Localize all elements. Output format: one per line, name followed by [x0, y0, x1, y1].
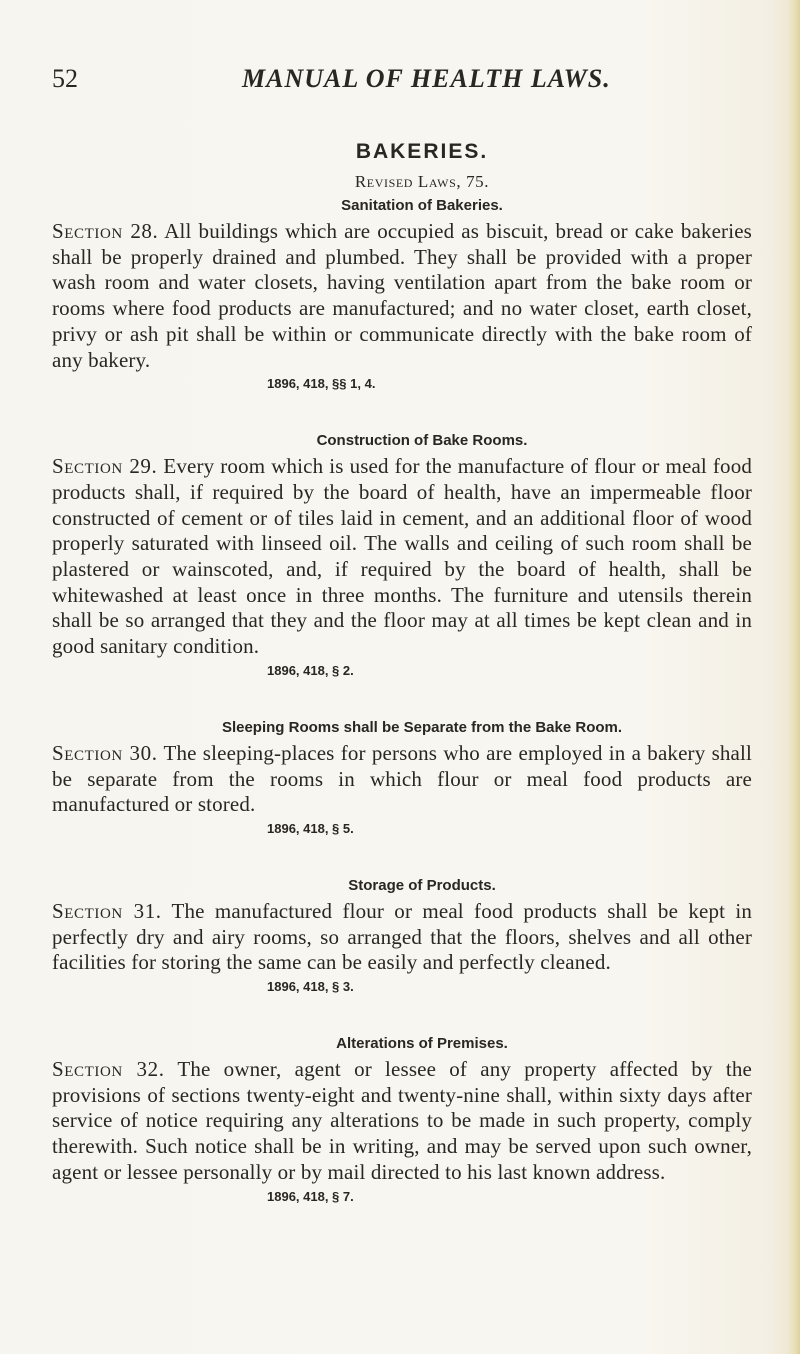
section-label: Section 29.: [52, 454, 158, 479]
section-text: Every room which is used for the manufacture of flour or meal food products shall, if required by the board of health, have an impermeable floor constructed of cement or of tiles laid in cement, and an additional floor of wood properly saturated with linseed oil. The walls and ceiling of such room shall be plastered or wainscoted, and, if required by the board of health, shall be whitewashed at least once in three months. The furniture and utensils therein shall be so arranged that they and the floor may at all times be kept clean and in good sanitary condition.: [52, 454, 752, 659]
section-citation: 1896, 418, § 2.: [267, 662, 354, 678]
section-heading: Alterations of Premises.: [336, 1035, 508, 1053]
page-edge: [788, 0, 800, 1354]
page-content: [52, 138, 752, 1206]
section-text: All buildings which are occupied as biscuit, bread or cake bakeries shall be properly drained and plumbed. They shall be provided with a proper wash room and water closets, having ventilation apart from the bake room or rooms where food products are manufactured; and no water closet, earth closet, privy or ash pit shall be within or communicate directly with the bake room of any bakery.: [52, 219, 752, 372]
section-29: [52, 431, 752, 680]
section-label: Section 30.: [52, 740, 158, 765]
page-number: 52: [52, 64, 78, 93]
section-citation: 1896, 418, § 5.: [267, 820, 354, 836]
section-32: [52, 1034, 752, 1206]
section-text: The owner, agent or lessee of any property affected by the provisions of sections twenty-eight and twenty-nine shall, within sixty days after service of notice requiring any alterations to be made in such property, comply therewith. Such notice shall be in writing, and may be served upon such owner, agent or lessee personally or by mail directed to his last known address.: [52, 1057, 752, 1184]
section-paragraph: [52, 741, 752, 818]
section-citation: 1896, 418, §§ 1, 4.: [267, 376, 376, 392]
section-paragraph: [52, 899, 752, 976]
section-text: The manufactured flour or meal food products shall be kept in perfectly dry and airy rooms, so arranged that the floors, shelves and all other facilities for storing the same can be easily and perfectly cleaned.: [52, 898, 752, 975]
running-title: MANUAL OF HEALTH LAWS.: [242, 64, 611, 93]
section-heading: Storage of Products.: [348, 876, 496, 894]
section-30: [52, 718, 752, 838]
section-paragraph: [52, 1057, 752, 1186]
section-heading: Sleeping Rooms shall be Separate from the Bake Room.: [221, 718, 623, 736]
section-heading: Sanitation of Bakeries.: [341, 197, 503, 214]
running-header: [52, 62, 752, 102]
section-citation: 1896, 418, § 3.: [267, 979, 354, 995]
section-28: [52, 196, 752, 393]
section-label: Section 28.: [52, 219, 159, 243]
section-31: [52, 876, 752, 996]
section-paragraph: [52, 454, 752, 660]
section-label: Section 31.: [52, 898, 162, 923]
section-text: The sleeping-places for persons who are employed in a bakery shall be separate from the rooms in which flour or meal food products are manufactured or stored.: [52, 740, 752, 817]
section-paragraph: [52, 219, 752, 373]
section-label: Section 32.: [52, 1057, 165, 1082]
section-citation: 1896, 418, § 7.: [267, 1188, 354, 1204]
chapter-title: BAKERIES.: [355, 140, 489, 163]
section-heading: Construction of Bake Rooms.: [316, 432, 528, 450]
chapter-subtitle: Revised Laws, 75.: [354, 172, 490, 191]
